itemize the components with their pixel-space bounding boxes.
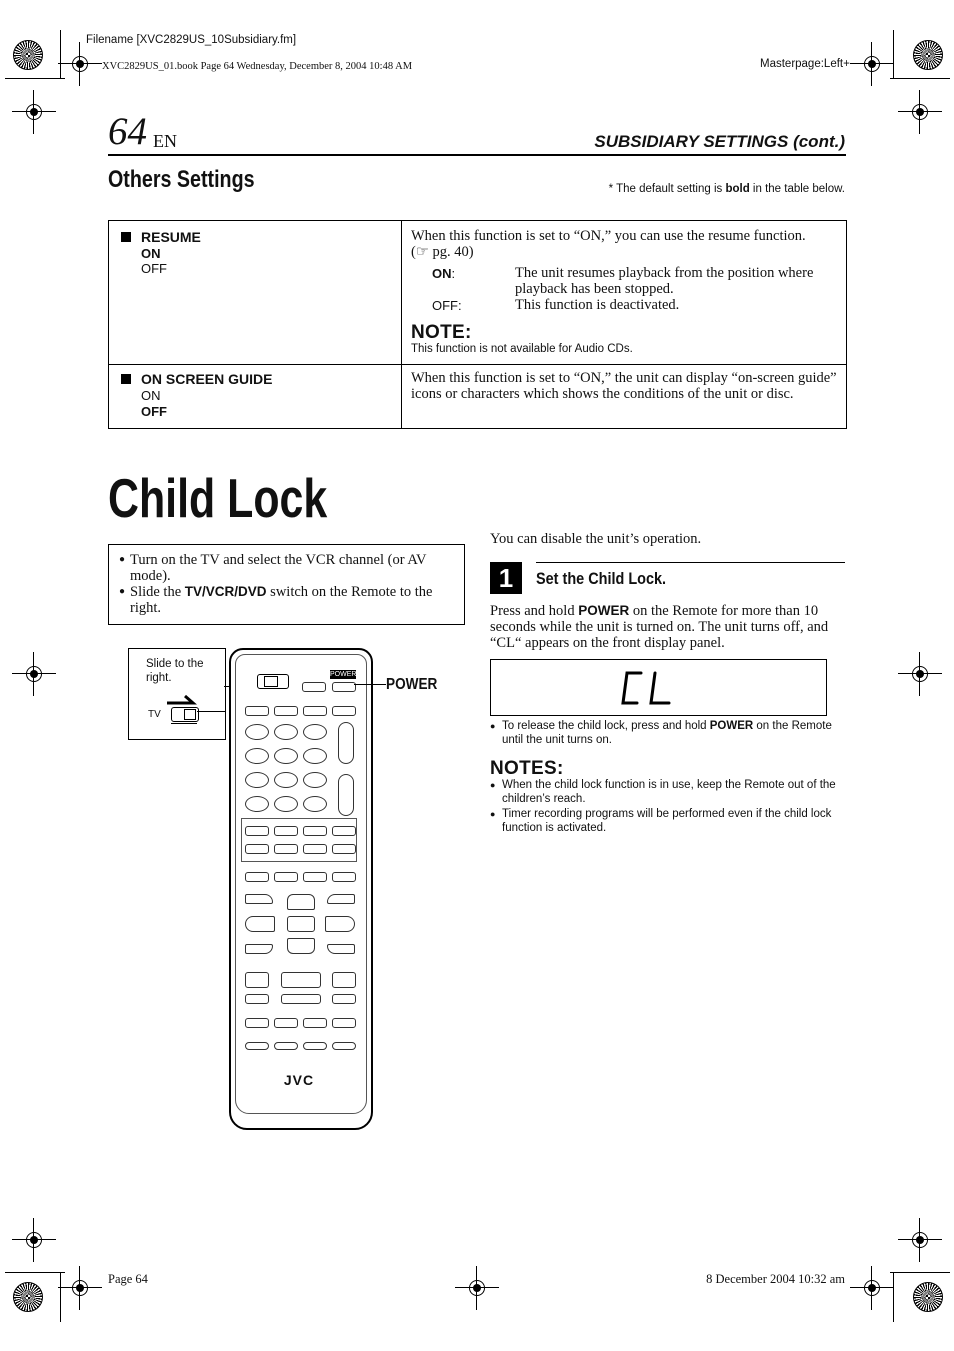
arrow-right-icon — [165, 693, 199, 707]
square-bullet-icon — [121, 232, 131, 242]
remote-button — [302, 682, 326, 692]
remote-power-button — [332, 682, 356, 692]
settings-row-on-screen-guide — [108, 363, 847, 429]
book-info: XVC2829US_01.book Page 64 Wednesday, December 8, 2004 10:48 AM — [102, 61, 413, 72]
prep-bullet-1: ● Turn on the TV and select the VCR channel (or AV mode). — [119, 552, 427, 584]
page-number: 64 — [108, 110, 147, 153]
osg-option-on: ON — [141, 388, 161, 403]
power-tag: POWER — [330, 671, 357, 678]
default-setting-note: * The default setting is bold in the table below. — [608, 183, 845, 195]
osg-description: When this function is set to “ON,” the unit can display “on-screen guide” icons or characters which shows the conditions of the unit or disc. — [411, 370, 837, 402]
registration-burst-icon — [913, 1282, 943, 1312]
settings-row-resume: RESUME ON OFF When this function is set to “ON,” you can use the resume function. (☞ pg. 40) ON: The unit resumes playback from the position where playback has been stopped. OFF: This function is deactivated. NOTE: This function is not available for Audio CDs. — [108, 220, 847, 365]
jvc-logo: JVC — [283, 1072, 315, 1088]
child-lock-intro: You can disable the unit’s operation. — [490, 531, 702, 547]
footer-page: Page 64 — [108, 1272, 148, 1286]
step-number-badge: 1 — [490, 562, 522, 594]
child-lock-title: Child Lock — [108, 467, 328, 529]
resume-note-text: This function is not available for Audio CDs. — [411, 343, 633, 355]
front-display-panel — [490, 659, 827, 716]
page-language: EN — [153, 131, 177, 151]
registration-mark-icon — [908, 100, 932, 124]
resume-on-key: ON — [432, 266, 452, 281]
osg-option-off: OFF — [141, 404, 167, 419]
note-item: ● Timer recording programs will be performed even if the child lock function is activated. — [490, 808, 832, 834]
registration-burst-icon — [13, 1282, 43, 1312]
registration-mark-icon — [22, 662, 46, 686]
others-settings-title: Others Settings — [108, 166, 255, 193]
registration-mark-icon — [22, 100, 46, 124]
prep-bullet-2: ● Slide the TV/VCR/DVD switch on the Remote to the right. — [119, 584, 433, 616]
resume-off-description: This function is deactivated. — [515, 297, 680, 313]
resume-description: When this function is set to “ON,” you can use the resume function. — [411, 228, 806, 244]
cl-segment-display — [619, 669, 679, 707]
resume-off-key: OFF: — [432, 298, 462, 313]
preparation-box — [108, 544, 465, 625]
notes-title: NOTES: — [490, 758, 564, 779]
slide-callout-text: Slide to the right. — [146, 658, 204, 684]
note-item: ● When the child lock function is in use, keep the Remote out of the children’s reach. — [490, 779, 836, 805]
resume-option-on: ON — [141, 246, 161, 261]
header-rule — [108, 154, 846, 156]
resume-option-off: OFF — [141, 261, 167, 276]
osg-label: ON SCREEN GUIDE — [141, 371, 273, 387]
power-leader — [354, 684, 386, 685]
step-description: Press and hold POWER on the Remote for more than 10 seconds while the unit is turned on. The unit turns off, and “CL“ appears on the front display panel. — [490, 603, 829, 651]
registration-burst-icon — [913, 40, 943, 70]
resume-on-description: The unit resumes playback from the position where playback has been stopped. — [515, 265, 814, 297]
release-instruction: ● To release the child lock, press and hold POWER on the Remote until the unit turns on. — [490, 720, 832, 746]
registration-burst-icon — [13, 40, 43, 70]
slide-callout-box — [128, 648, 226, 740]
resume-label: RESUME — [141, 229, 201, 245]
registration-mark-icon — [465, 1276, 489, 1300]
step-rule — [536, 562, 845, 563]
remote-control — [229, 648, 373, 1130]
segment-c — [623, 673, 641, 703]
filename-info: Filename [XVC2829US_10Subsidiary.fm] — [86, 34, 297, 46]
resume-note-title: NOTE: — [411, 322, 472, 343]
section-title: SUBSIDIARY SETTINGS (cont.) — [594, 132, 845, 151]
registration-mark-icon — [860, 1276, 884, 1300]
step-title: Set the Child Lock. — [536, 569, 667, 588]
masterpage-info: Masterpage:Left+ — [760, 58, 850, 70]
registration-mark-icon — [22, 1228, 46, 1252]
square-bullet-icon — [121, 374, 131, 384]
tv-label: TV — [148, 709, 161, 720]
footer-date: 8 December 2004 10:32 am — [706, 1272, 845, 1286]
segment-l — [651, 673, 669, 703]
registration-mark-icon — [68, 52, 92, 76]
power-label: POWER — [386, 676, 438, 693]
registration-mark-icon — [908, 662, 932, 686]
tv-vcr-dvd-switch — [171, 707, 199, 722]
registration-mark-icon — [860, 52, 884, 76]
registration-mark-icon — [68, 1276, 92, 1300]
resume-page-ref: (☞ pg. 40) — [411, 244, 474, 260]
remote-mode-switch — [257, 674, 289, 689]
registration-mark-icon — [908, 1228, 932, 1252]
